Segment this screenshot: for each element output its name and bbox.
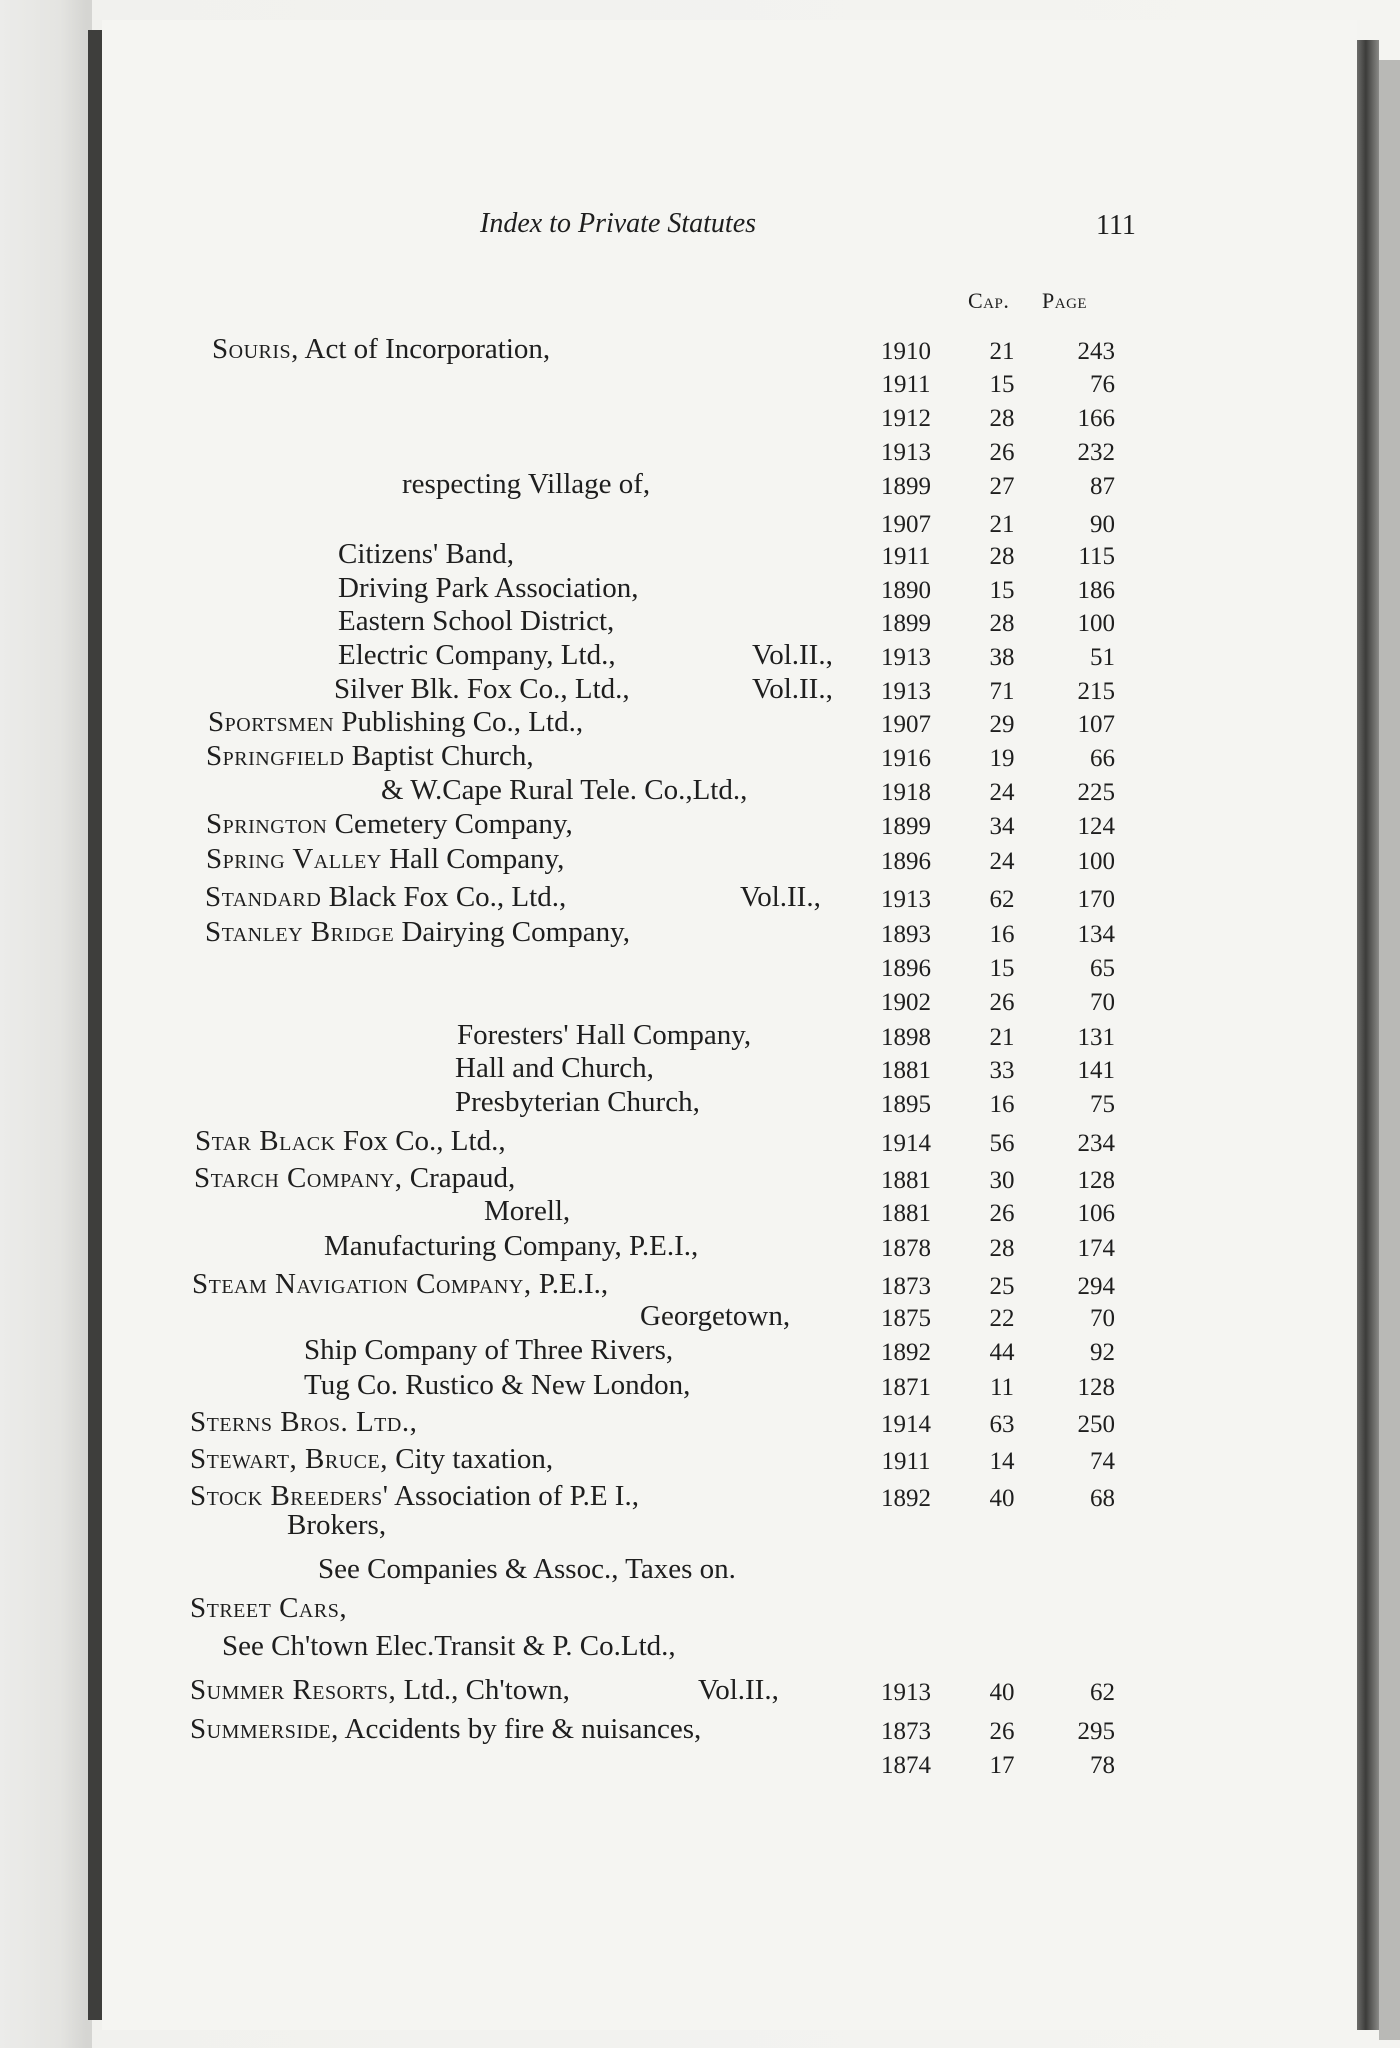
- index-entry: [208, 708, 583, 737]
- index-entry: [381, 776, 747, 805]
- entry-heading: Spring Valley: [206, 843, 382, 875]
- cap-cell: 29: [989, 711, 1015, 738]
- book-spine-shadow: [88, 30, 102, 2020]
- cap-cell: 15: [989, 955, 1015, 982]
- year-cell: 1873: [881, 1273, 931, 1300]
- cap-cell: 24: [989, 848, 1015, 875]
- index-entry: [338, 540, 514, 569]
- entry-heading: Sportsmen: [208, 706, 335, 738]
- page-cell: 68: [1090, 1485, 1115, 1512]
- page-cell: 107: [1077, 711, 1115, 738]
- index-entry: [212, 335, 550, 364]
- index-entry: [190, 1445, 553, 1474]
- index-entry: [318, 1555, 736, 1584]
- index-entry: [205, 918, 630, 947]
- volume-ref: Vol.II.,: [698, 1674, 779, 1706]
- year-cell: 1878: [881, 1235, 931, 1262]
- index-entry: [206, 742, 534, 771]
- cap-cell: 21: [989, 1024, 1015, 1051]
- year-cell: 1896: [881, 848, 931, 875]
- index-entry: [484, 1197, 570, 1226]
- cap-cell: 33: [989, 1057, 1015, 1084]
- entry-text: Dairying Company,: [394, 916, 630, 948]
- entry-text: Accidents by fire & nuisances,: [338, 1713, 702, 1745]
- year-cell: 1874: [881, 1752, 931, 1779]
- index-entry: [287, 1511, 386, 1540]
- entry-text: City taxation,: [387, 1443, 554, 1475]
- cap-cell: 25: [989, 1273, 1015, 1300]
- year-cell: 1895: [881, 1091, 931, 1118]
- page-cell: 295: [1077, 1718, 1115, 1745]
- entry-text: Tug Co. Rustico & New London,: [304, 1369, 691, 1401]
- entry-text: Black Fox Co., Ltd.,: [321, 881, 567, 913]
- year-cell: 1910: [881, 338, 931, 365]
- index-entry: [192, 1270, 608, 1299]
- entry-heading: Stock Breeders': [190, 1480, 389, 1512]
- entry-text: Morell,: [484, 1195, 571, 1227]
- page-cell: 128: [1077, 1167, 1115, 1194]
- entry-text: Ship Company of Three Rivers,: [304, 1334, 674, 1366]
- year-cell: 1871: [881, 1374, 931, 1401]
- cap-cell: 28: [989, 1235, 1015, 1262]
- year-cell: 1913: [881, 439, 931, 466]
- cap-cell: 14: [989, 1448, 1015, 1475]
- entry-text: & W.Cape Rural Tele. Co.,Ltd.,: [381, 774, 748, 806]
- page-cell: 106: [1077, 1200, 1115, 1227]
- book-edge: [1379, 60, 1400, 2040]
- cap-cell: 63: [989, 1411, 1015, 1438]
- index-entry: [205, 883, 566, 912]
- entry-heading: Steam Navigation Company,: [192, 1268, 532, 1300]
- facing-page-edge: [0, 0, 92, 2048]
- entry-text: Brokers,: [287, 1509, 387, 1541]
- volume-ref: Vol.II.,: [752, 673, 833, 705]
- entry-text: Citizens' Band,: [338, 538, 514, 570]
- column-header-cap: Cap.: [968, 288, 1010, 313]
- page-cell: 66: [1090, 745, 1115, 772]
- page-cell: 65: [1090, 955, 1115, 982]
- cap-cell: 15: [989, 577, 1015, 604]
- cap-cell: 28: [989, 543, 1015, 570]
- year-cell: 1913: [881, 644, 931, 671]
- year-cell: 1916: [881, 745, 931, 772]
- index-entry: [338, 607, 614, 636]
- year-cell: 1873: [881, 1718, 931, 1745]
- cap-cell: 26: [989, 1718, 1015, 1745]
- year-cell: 1881: [881, 1057, 931, 1084]
- index-entry: [190, 1594, 347, 1623]
- page-cell: 90: [1090, 511, 1115, 538]
- year-cell: 1907: [881, 511, 931, 538]
- index-entry: [455, 1088, 700, 1117]
- entry-text: See Ch'town Elec.Transit & P. Co.Ltd.,: [222, 1630, 676, 1662]
- page-cell: 294: [1077, 1273, 1115, 1300]
- entry-text: Ltd., Ch'town,: [396, 1674, 570, 1706]
- index-entry: [190, 1408, 417, 1437]
- page-cell: 186: [1077, 577, 1115, 604]
- cap-cell: 21: [989, 338, 1015, 365]
- entry-text: Georgetown,: [640, 1300, 791, 1332]
- entry-heading: Springfield: [206, 740, 345, 772]
- entry-text: Silver Blk. Fox Co., Ltd.,: [334, 673, 630, 705]
- cap-cell: 26: [989, 1200, 1015, 1227]
- cap-cell: 19: [989, 745, 1015, 772]
- year-cell: 1892: [881, 1485, 931, 1512]
- cap-cell: 16: [989, 921, 1015, 948]
- year-cell: 1911: [881, 371, 931, 398]
- year-cell: 1902: [881, 989, 931, 1016]
- page-cell: 62: [1090, 1679, 1115, 1706]
- cap-cell: 34: [989, 813, 1015, 840]
- index-entry: [402, 470, 650, 499]
- entry-text: Electric Company, Ltd.,: [338, 639, 616, 671]
- page-cell: 51: [1090, 644, 1115, 671]
- year-cell: 1896: [881, 955, 931, 982]
- cap-cell: 15: [989, 371, 1015, 398]
- index-entry: [190, 1676, 570, 1705]
- cap-cell: 44: [989, 1339, 1015, 1366]
- year-cell: 1913: [881, 1679, 931, 1706]
- cap-cell: 22: [989, 1305, 1015, 1332]
- year-cell: 1913: [881, 886, 931, 913]
- entry-text: Hall Company,: [381, 843, 565, 875]
- page-cell: 75: [1090, 1091, 1115, 1118]
- year-cell: 1911: [881, 1448, 931, 1475]
- index-entry: [338, 574, 638, 603]
- index-entry: [338, 641, 616, 670]
- page-cell: 100: [1077, 610, 1115, 637]
- cap-cell: 28: [989, 405, 1015, 432]
- index-entry: [206, 810, 573, 839]
- cap-cell: 24: [989, 779, 1015, 806]
- page-cell: 74: [1090, 1448, 1115, 1475]
- entry-text: Presbyterian Church,: [455, 1086, 700, 1118]
- entry-text: Foresters' Hall Company,: [457, 1019, 752, 1051]
- page-cell: 225: [1077, 779, 1115, 806]
- entry-text: Baptist Church,: [344, 740, 534, 772]
- page-cell: 78: [1090, 1752, 1115, 1779]
- entry-heading: Starch Company,: [194, 1162, 403, 1194]
- index-entry: [195, 1127, 506, 1156]
- cap-cell: 11: [989, 1374, 1015, 1401]
- year-cell: 1899: [881, 473, 931, 500]
- running-head: Index to Private Statutes: [480, 208, 757, 239]
- year-cell: 1881: [881, 1200, 931, 1227]
- entry-heading: Springton: [206, 808, 328, 840]
- page-cell: 232: [1077, 439, 1115, 466]
- index-entry: [190, 1482, 639, 1511]
- page-cell: 250: [1077, 1411, 1115, 1438]
- year-cell: 1881: [881, 1167, 931, 1194]
- entry-heading: Summer Resorts,: [190, 1674, 397, 1706]
- cap-cell: 71: [989, 678, 1015, 705]
- entry-heading: Sterns Bros. Ltd.,: [190, 1406, 418, 1438]
- page-cell: 124: [1077, 813, 1115, 840]
- index-entry: [457, 1021, 751, 1050]
- column-header-page: Page: [1042, 288, 1088, 313]
- year-cell: 1893: [881, 921, 931, 948]
- index-entry: [640, 1302, 790, 1331]
- entry-text: respecting Village of,: [402, 468, 651, 500]
- volume-ref: Vol.II.,: [740, 881, 821, 913]
- page-cell: 166: [1077, 405, 1115, 432]
- index-entry: [222, 1632, 676, 1661]
- page-cell: 115: [1078, 543, 1115, 570]
- cap-cell: 27: [989, 473, 1015, 500]
- cap-cell: 30: [989, 1167, 1015, 1194]
- year-cell: 1875: [881, 1305, 931, 1332]
- entry-text: P.E.I.,: [531, 1268, 609, 1300]
- year-cell: 1918: [881, 779, 931, 806]
- cap-cell: 62: [989, 886, 1015, 913]
- year-cell: 1899: [881, 610, 931, 637]
- year-cell: 1912: [881, 405, 931, 432]
- cap-cell: 38: [989, 644, 1015, 671]
- cap-cell: 28: [989, 610, 1015, 637]
- index-entry: [194, 1164, 515, 1193]
- entry-text: Act of Incorporation,: [298, 333, 551, 365]
- entry-heading: Summerside,: [190, 1713, 339, 1745]
- index-entry: [324, 1232, 698, 1261]
- year-cell: 1914: [881, 1130, 931, 1157]
- page-cell: 76: [1090, 371, 1115, 398]
- entry-text: Hall and Church,: [455, 1052, 654, 1084]
- entry-text: Cemetery Company,: [327, 808, 573, 840]
- entry-heading: Street Cars,: [190, 1592, 348, 1624]
- entry-text: Fox Co., Ltd.,: [335, 1125, 506, 1157]
- entry-text: Association of P.E I.,: [388, 1480, 639, 1512]
- year-cell: 1914: [881, 1411, 931, 1438]
- page-cell: 100: [1077, 848, 1115, 875]
- entry-heading: Standard: [205, 881, 322, 913]
- entry-text: See Companies & Assoc., Taxes on.: [318, 1553, 736, 1585]
- page-edge-shadow: [1357, 40, 1379, 2030]
- entry-text: Manufacturing Company, P.E.I.,: [324, 1230, 699, 1262]
- year-cell: 1913: [881, 678, 931, 705]
- index-entry: [206, 845, 564, 874]
- cap-cell: 40: [989, 1679, 1015, 1706]
- page-cell: 70: [1090, 989, 1115, 1016]
- entry-heading: Star Black: [195, 1125, 336, 1157]
- cap-cell: 56: [989, 1130, 1015, 1157]
- year-cell: 1890: [881, 577, 931, 604]
- cap-cell: 21: [989, 511, 1015, 538]
- index-entry: [334, 675, 630, 704]
- cap-cell: 26: [989, 439, 1015, 466]
- entry-text: Publishing Co., Ltd.,: [334, 706, 584, 738]
- entry-heading: Souris,: [212, 333, 299, 365]
- year-cell: 1907: [881, 711, 931, 738]
- page-cell: 243: [1077, 338, 1115, 365]
- page-cell: 174: [1077, 1235, 1115, 1262]
- index-entry: [304, 1371, 690, 1400]
- year-cell: 1898: [881, 1024, 931, 1051]
- page-cell: 87: [1090, 473, 1115, 500]
- index-entry: [190, 1715, 701, 1744]
- page-cell: 170: [1077, 886, 1115, 913]
- page-cell: 141: [1077, 1057, 1115, 1084]
- index-entry: [455, 1054, 654, 1083]
- entry-text: Crapaud,: [402, 1162, 516, 1194]
- cap-cell: 40: [989, 1485, 1015, 1512]
- page-cell: 234: [1077, 1130, 1115, 1157]
- entry-text: Driving Park Association,: [338, 572, 639, 604]
- cap-cell: 26: [989, 989, 1015, 1016]
- index-entry: [304, 1336, 673, 1365]
- volume-ref: Vol.II.,: [752, 639, 833, 671]
- year-cell: 1899: [881, 813, 931, 840]
- cap-cell: 17: [989, 1752, 1015, 1779]
- entry-heading: Stewart, Bruce,: [190, 1443, 388, 1475]
- page-cell: 92: [1090, 1339, 1115, 1366]
- entry-heading: Stanley Bridge: [205, 916, 395, 948]
- year-cell: 1911: [881, 543, 931, 570]
- page-cell: 70: [1090, 1305, 1115, 1332]
- page-cell: 131: [1077, 1024, 1115, 1051]
- year-cell: 1892: [881, 1339, 931, 1366]
- page-cell: 215: [1077, 678, 1115, 705]
- cap-cell: 16: [989, 1091, 1015, 1118]
- page-cell: 128: [1077, 1374, 1115, 1401]
- entry-text: Eastern School District,: [338, 605, 615, 637]
- page-cell: 134: [1077, 921, 1115, 948]
- page-number: 111: [1096, 210, 1136, 241]
